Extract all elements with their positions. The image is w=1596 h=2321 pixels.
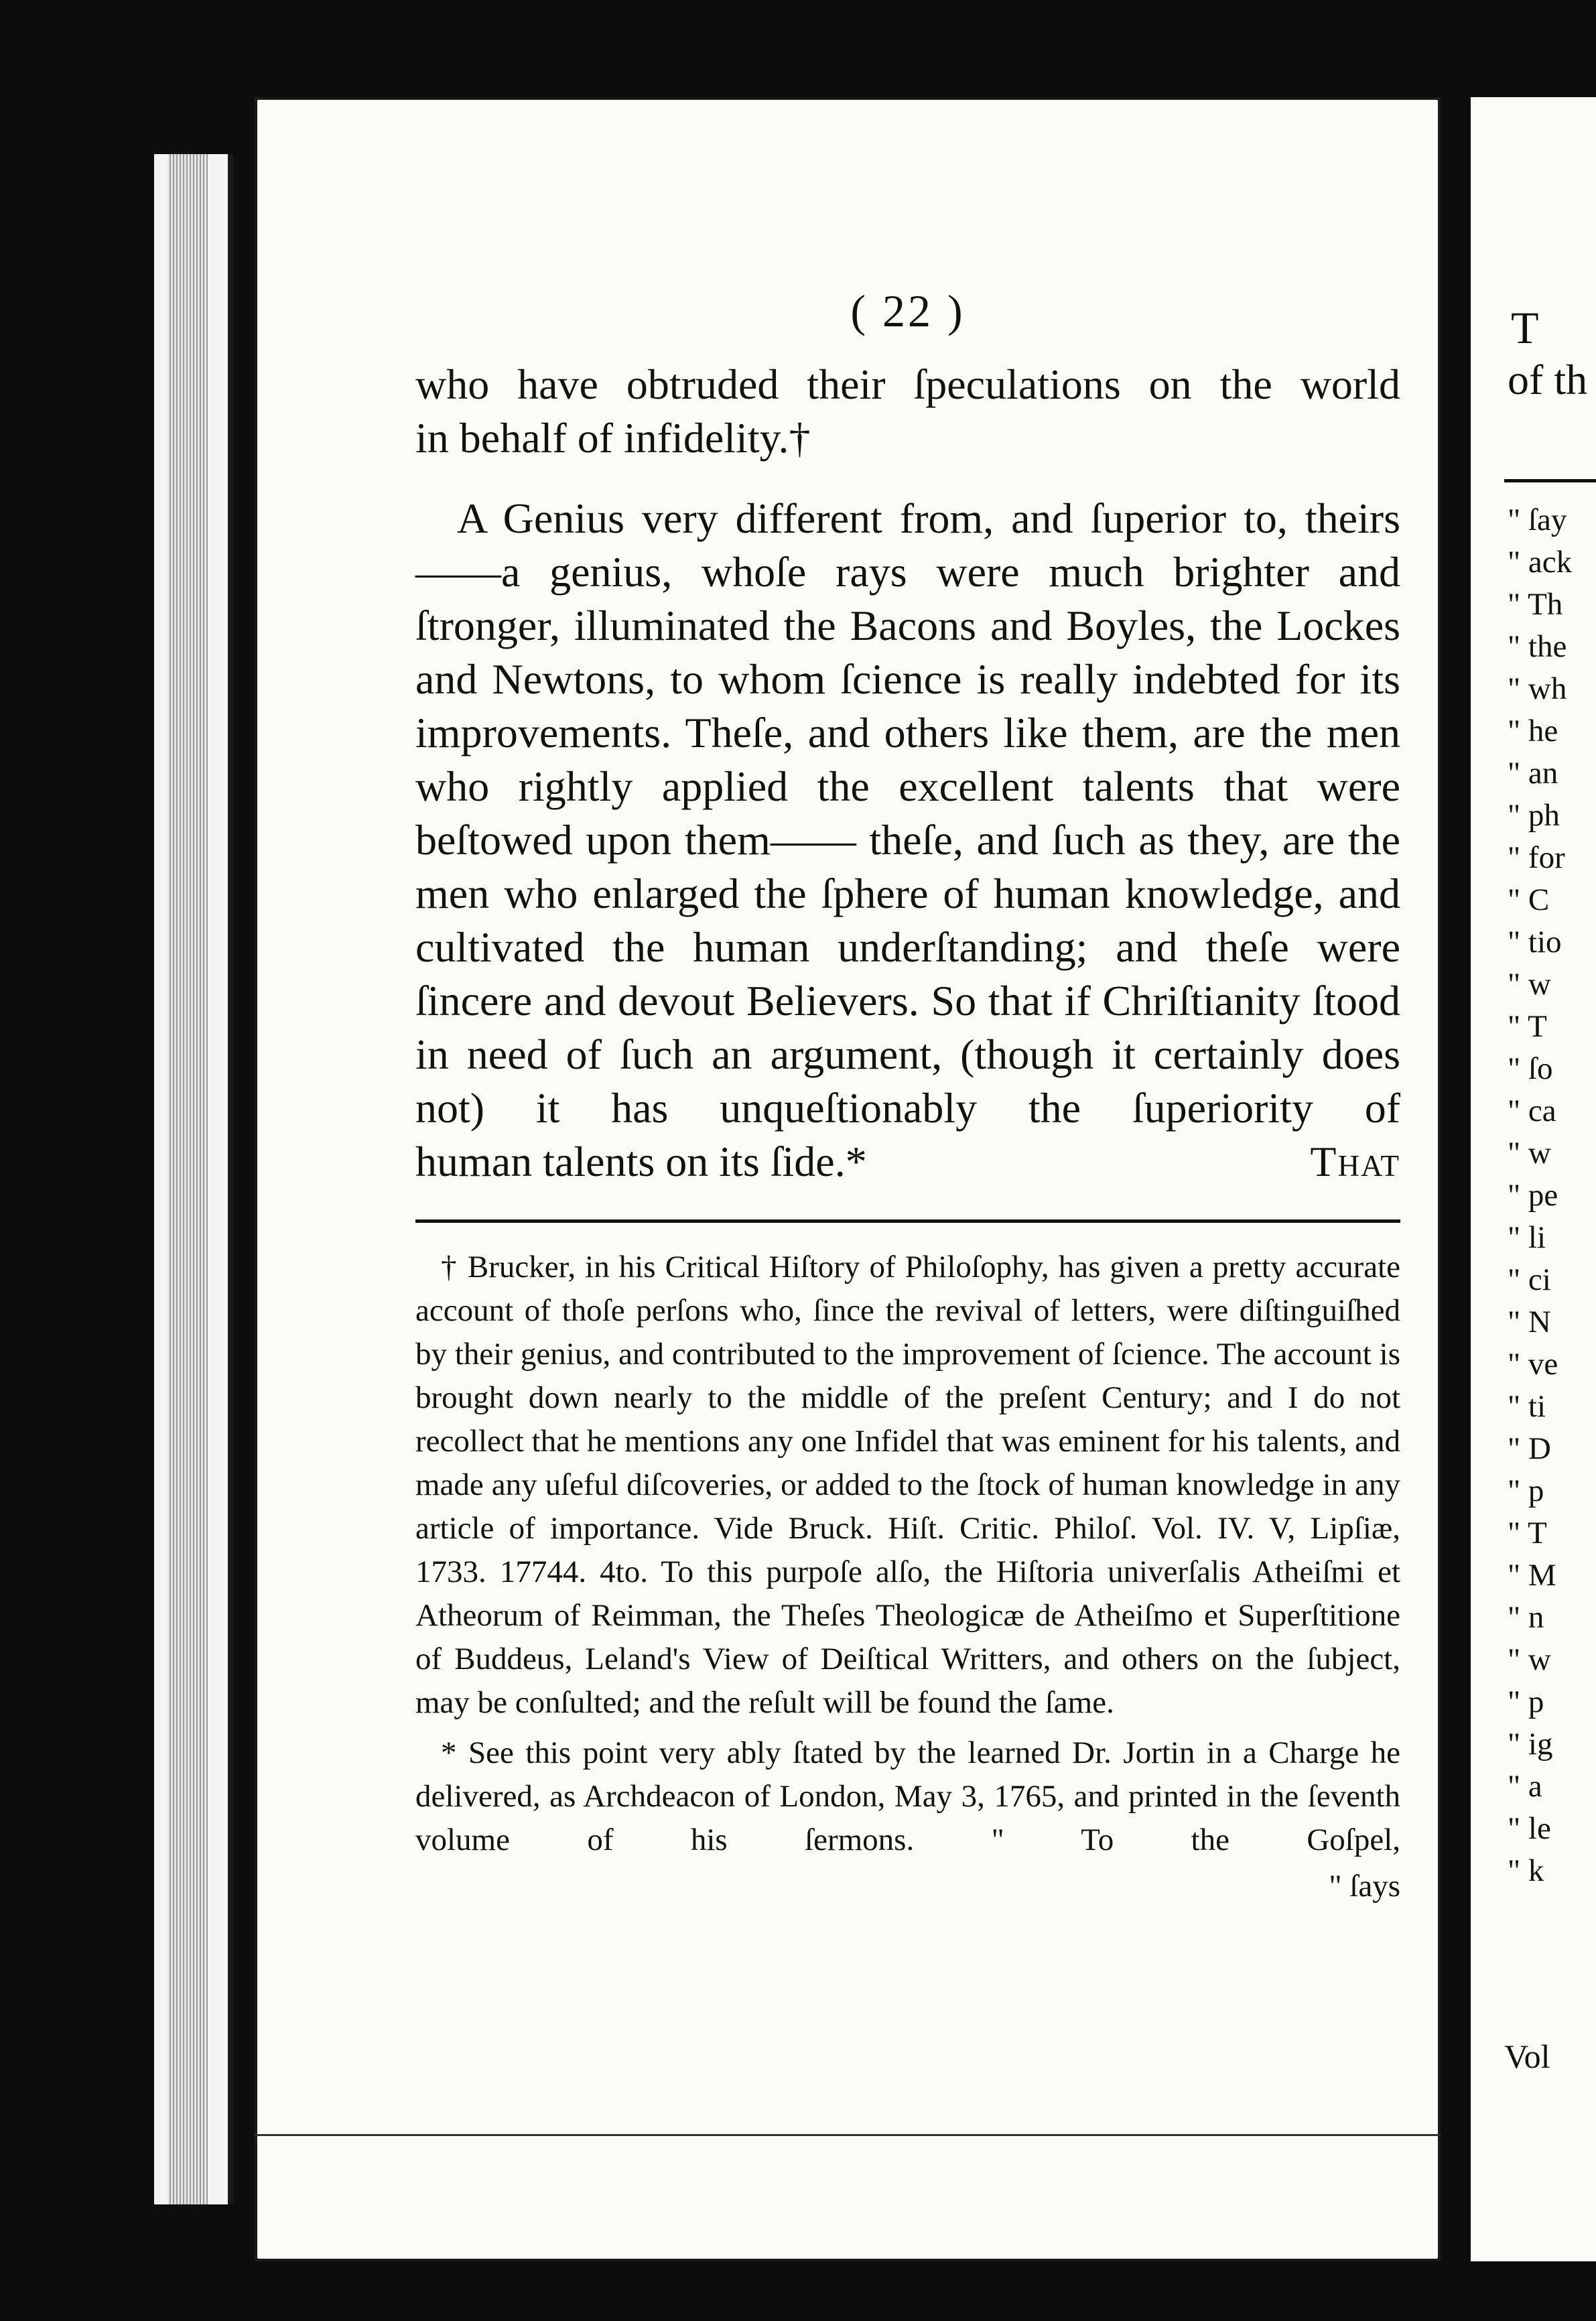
bottom-scan-line	[255, 2134, 1441, 2136]
paragraph-1-line-2: in behalf of infidelity.†	[415, 414, 811, 462]
footnotes	[415, 1246, 1400, 1905]
book-binding-edge	[154, 154, 233, 2204]
paragraph-2-last-line	[415, 1135, 1400, 1189]
catchword: That	[1310, 1138, 1400, 1185]
facing-page-fragment	[1471, 97, 1596, 2261]
book-page	[255, 97, 1441, 2261]
paragraph-1-line-1: who have obtruded their ſpeculations on the world	[415, 360, 1400, 408]
footnote-star: * See this point very ably ſtated by the learned Dr. Jortin in a Charge he delivered, as Archdeacon of London, May 3, 1765, and printed in the ſeventh volume of his ſermons. " To the Goſpel,	[415, 1735, 1400, 1857]
page-stack-edges	[168, 154, 208, 2204]
facing-rule	[1504, 479, 1596, 482]
footnote-separator	[415, 1219, 1400, 1223]
facing-vol: Vol	[1504, 2038, 1550, 2075]
page-content	[415, 285, 1400, 1905]
facing-subheading: of th	[1508, 356, 1588, 403]
paragraph-2: A Genius very different from, and ſuperior to, theirs——a genius, whoſe rays were much brighter and ſtronger, illuminated the Bacons and Boyles, the Lockes and Newtons, to whom ſcience is really indebted for its improvements. Theſe, and others like them, are the men who rightly applied the excellent talents that were beſtowed upon them—— theſe, and ſuch as they, are the men who enlarged the ſphere of human knowledge, and cultivated the human underſtanding; and theſe were ſincere and devout Believers. So that if Chriſtianity ſtood in need of ſuch an argument, (though it certainly does not) it has unqueſtionably the ſuperiority of	[415, 494, 1400, 1132]
page-number: ( 22 )	[850, 285, 966, 336]
paragraph-2-end: human talents on its ſide.*	[415, 1138, 867, 1185]
main-text	[415, 358, 1400, 1189]
facing-line-fragments: " ſay " ack " Th " the " wh " he " an " ph " for " C " tio " w " T " ſo " ca " w " pe " li " ci " N " ve " ti " D " p " T " M " n " w " p " ig " a " le " k	[1508, 503, 1573, 1888]
footnote-catchword: " ſays	[1329, 1869, 1400, 1904]
footnote-dagger: † Brucker, in his Critical Hiſtory of Philoſophy, has given a pretty accurate account of thoſe perſons who, ſince the revival of letters, were diſtinguiſhed by their genius, and contributed to the improvement of ſcience. The account is brought down nearly to the middle of the preſent Century; and I do not recollect that he mentions any one Infidel that was eminent for his talents, and made any uſeful diſcoveries, or added to the ſtock of human knowledge in any article of importance. Vide Bruck. Hiſt. Critic. Philoſ. Vol. IV. V, Lipſiæ, 1733. 17744. 4to. To this purpoſe alſo, the Hiſtoria univerſalis Atheiſmi et Atheorum of Reimman, the Theſes Theologicæ de Atheiſmo et Superſtitione of Buddeus, Leland's View of Deiſtical Writters, and others on the ſubject, may be conſulted; and the reſult will be found the ſame.	[415, 1250, 1400, 1720]
facing-heading: T	[1511, 302, 1539, 353]
